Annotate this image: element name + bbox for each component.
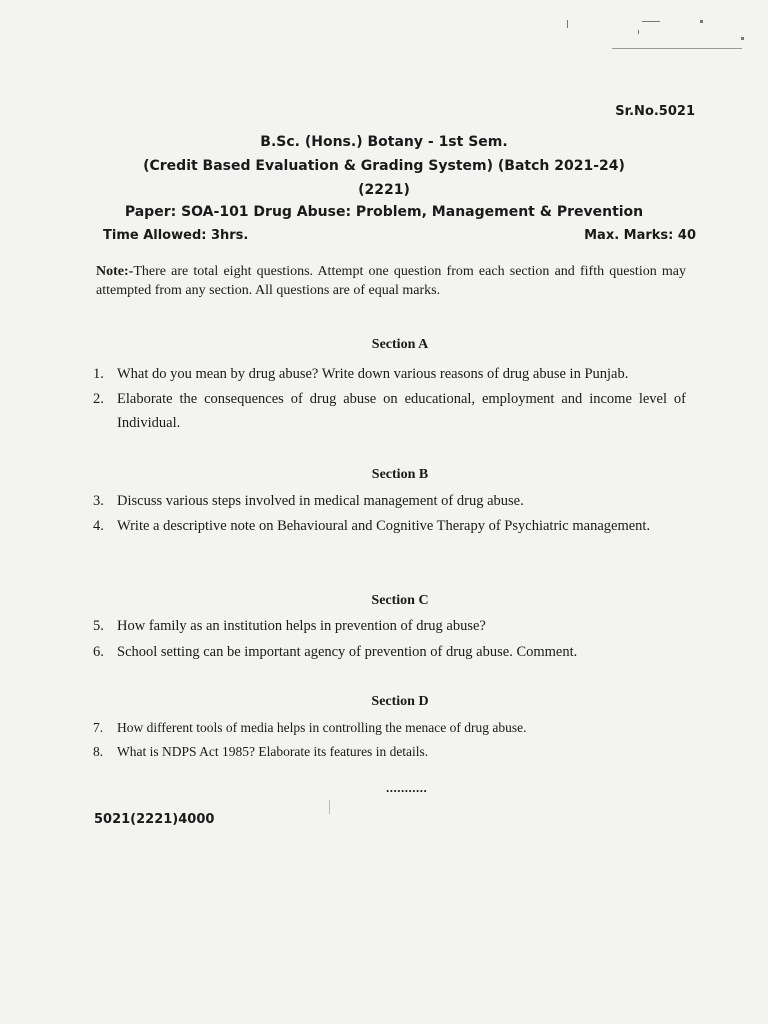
scan-mark xyxy=(567,20,568,28)
instructions-note xyxy=(96,262,686,300)
question-text: Elaborate the consequences of drug abuse on educational, employment and income level of Individual. xyxy=(117,391,686,431)
time-allowed: Time Allowed: 3hrs. xyxy=(103,228,249,243)
max-marks: Max. Marks: 40 xyxy=(584,228,696,243)
footer-code: 5021(2221)4000 xyxy=(94,812,215,827)
section-a-title: Section A xyxy=(371,337,429,352)
note-text: There are total eight questions. Attempt one question from each section and fifth question may attempted from any section. All questions are of equal marks. xyxy=(96,264,686,298)
question-number: 2. xyxy=(93,391,104,407)
question-text: What is NDPS Act 1985? Elaborate its features in details. xyxy=(117,744,429,759)
note-label: Note:- xyxy=(96,264,134,279)
serial-number: Sr.No.5021 xyxy=(615,104,695,119)
question-text: What do you mean by drug abuse? Write down various reasons of drug abuse in Punjab. xyxy=(117,366,629,382)
section-c-title: Section C xyxy=(371,593,429,608)
meta-row xyxy=(103,228,696,243)
paper-title: Paper: SOA-101 Drug Abuse: Problem, Management & Prevention xyxy=(124,204,644,220)
scan-mark xyxy=(642,21,660,22)
question-4 xyxy=(93,514,686,538)
question-text: Write a descriptive note on Behavioural and Cognitive Therapy of Psychiatric management. xyxy=(117,518,651,534)
end-marker: ........... xyxy=(386,780,428,795)
question-number: 1. xyxy=(93,366,104,382)
question-number: 3. xyxy=(93,493,104,509)
question-number: 4. xyxy=(93,518,104,534)
question-5 xyxy=(93,614,686,638)
section-d-title: Section D xyxy=(371,694,429,709)
question-8 xyxy=(93,740,686,764)
question-text: How family as an institution helps in prevention of drug abuse? xyxy=(117,618,486,634)
question-text: School setting can be important agency of prevention of drug abuse. Comment. xyxy=(117,644,578,660)
question-number: 6. xyxy=(93,644,104,660)
question-6 xyxy=(93,640,686,664)
question-3 xyxy=(93,489,686,513)
question-text: How different tools of media helps in controlling the menace of drug abuse. xyxy=(117,720,527,735)
programme-title: B.Sc. (Hons.) Botany - 1st Sem. xyxy=(260,134,508,150)
scan-mark xyxy=(700,20,703,23)
question-number: 5. xyxy=(93,618,104,634)
scan-mark xyxy=(612,48,742,49)
scan-mark xyxy=(741,37,744,40)
paper-code: (2221) xyxy=(358,182,410,198)
evaluation-system: (Credit Based Evaluation & Grading System) (Batch 2021-24) xyxy=(143,158,625,174)
scan-mark xyxy=(329,800,330,814)
question-2 xyxy=(93,387,686,435)
question-7 xyxy=(93,716,686,740)
scan-mark xyxy=(638,30,639,34)
question-number: 7. xyxy=(93,720,104,735)
question-1 xyxy=(93,362,686,386)
question-text: Discuss various steps involved in medical management of drug abuse. xyxy=(117,493,524,509)
question-number: 8. xyxy=(93,744,104,759)
section-b-title: Section B xyxy=(371,467,429,482)
